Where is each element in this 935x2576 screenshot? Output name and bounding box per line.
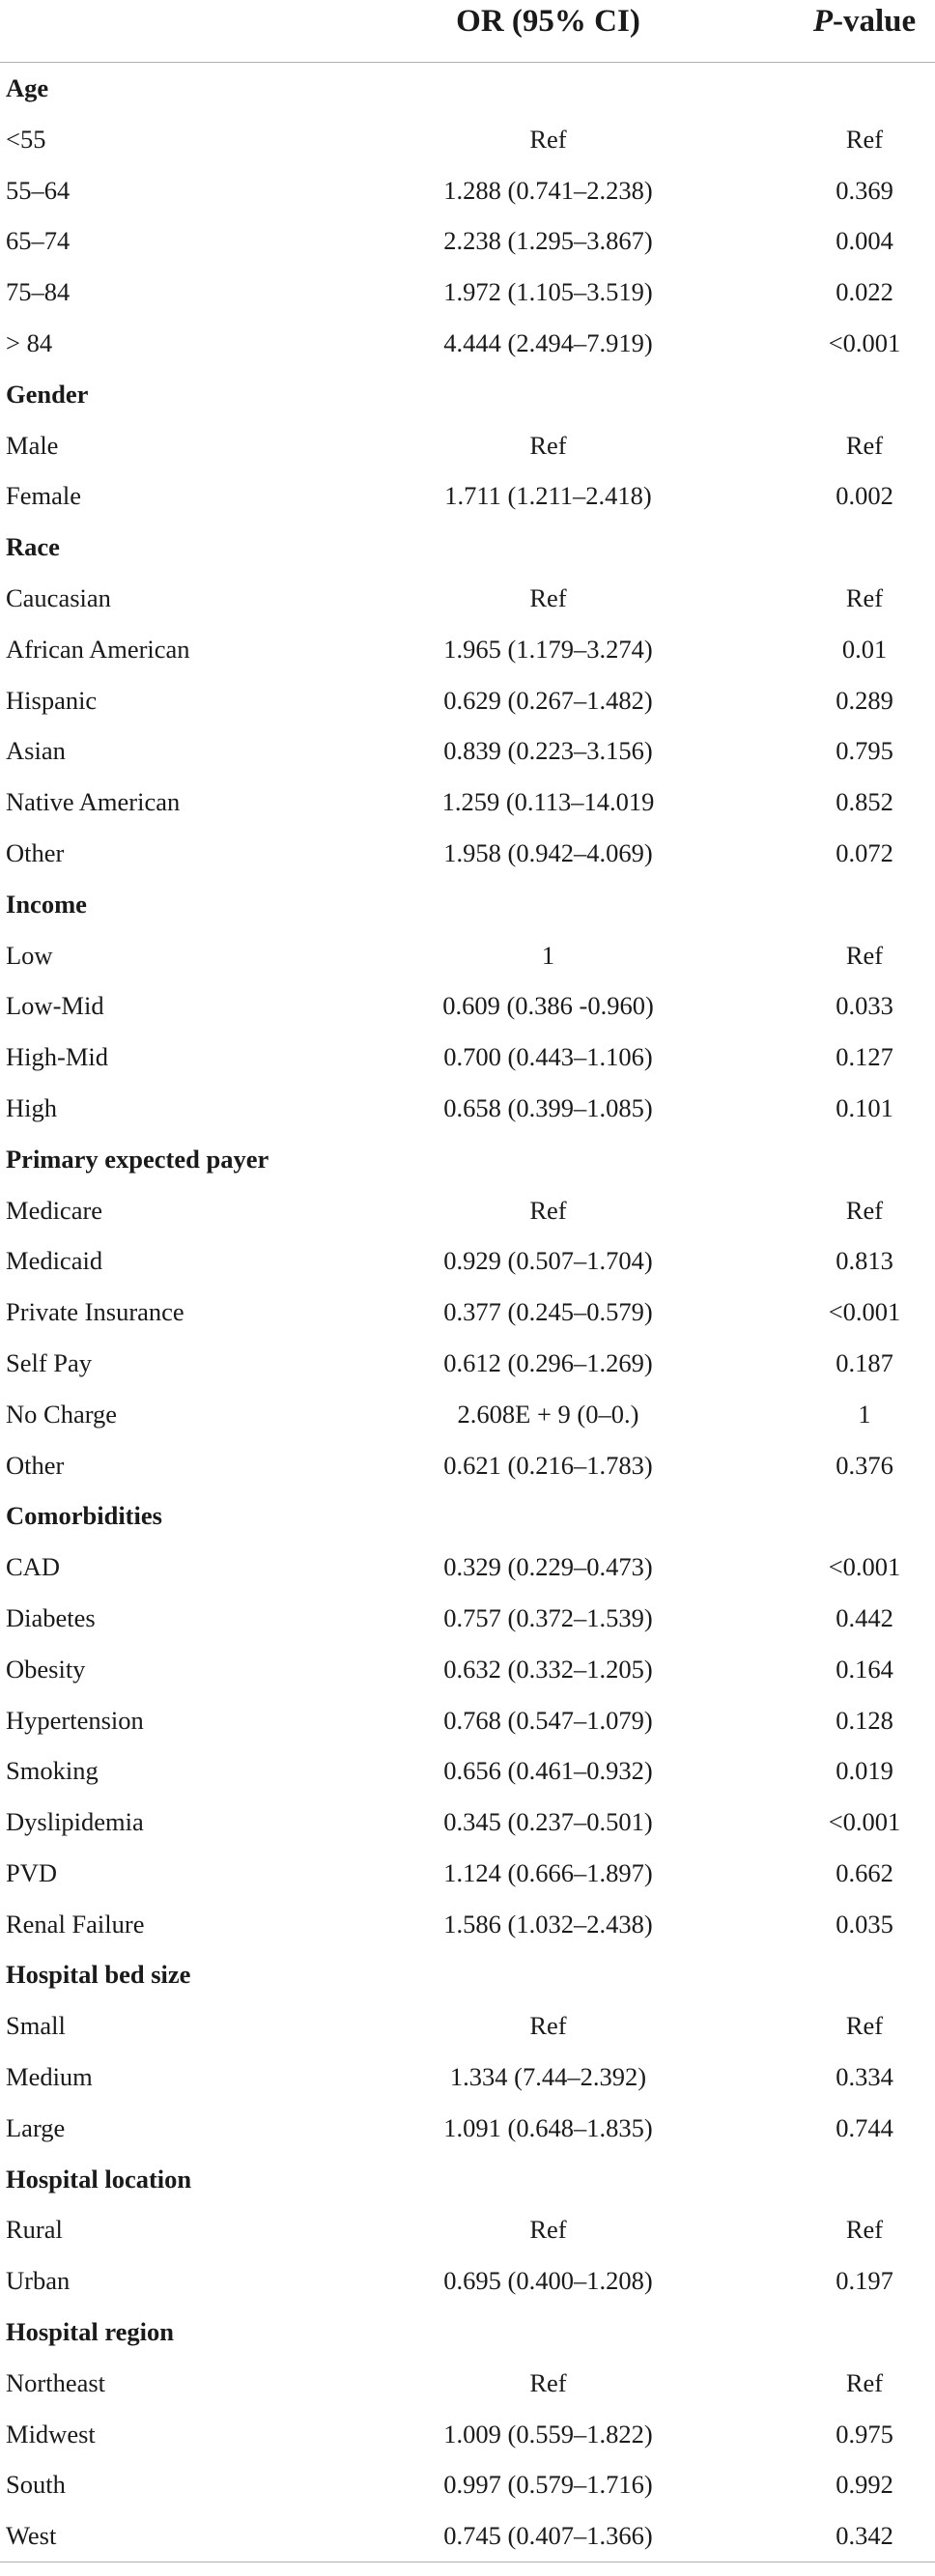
or-value: Ref bbox=[529, 582, 567, 612]
or-value: 0.656 (0.461–0.932) bbox=[443, 1756, 653, 1786]
p-value: 0.795 bbox=[836, 736, 893, 766]
p-value: <0.001 bbox=[828, 1297, 901, 1327]
or-value: 4.444 (2.494–7.919) bbox=[443, 327, 653, 357]
section-heading-row bbox=[0, 1949, 935, 2000]
table-row bbox=[0, 165, 935, 216]
p-value: 0.334 bbox=[836, 2062, 893, 2092]
row-label: High bbox=[6, 1092, 57, 1122]
table-row bbox=[0, 1389, 935, 1440]
section-heading-row bbox=[0, 522, 935, 573]
p-value: 0.376 bbox=[836, 1450, 893, 1480]
table-row bbox=[0, 1695, 935, 1746]
table-row bbox=[0, 2409, 935, 2460]
table-row bbox=[0, 1185, 935, 1236]
row-label: Native American bbox=[6, 787, 181, 817]
row-label: African American bbox=[6, 634, 190, 664]
p-value: Ref bbox=[845, 940, 884, 970]
or-value: 1.259 (0.113–14.019 bbox=[441, 787, 655, 817]
header-p-value bbox=[797, 0, 932, 42]
section-heading: Comorbidities bbox=[6, 1501, 162, 1531]
or-value: Ref bbox=[529, 124, 567, 154]
p-value: 0.072 bbox=[836, 837, 893, 867]
p-value: 0.197 bbox=[836, 2266, 893, 2296]
or-value: 0.612 (0.296–1.269) bbox=[443, 1347, 653, 1377]
table-row bbox=[0, 1032, 935, 1083]
table-row bbox=[0, 1745, 935, 1797]
p-value: Ref bbox=[845, 124, 884, 154]
p-value: 0.992 bbox=[836, 2470, 893, 2500]
p-value: 1 bbox=[858, 1399, 871, 1429]
row-label: South bbox=[6, 2470, 66, 2500]
table-row bbox=[0, 2459, 935, 2510]
or-value: 0.929 (0.507–1.704) bbox=[443, 1246, 653, 1276]
table-row bbox=[0, 2510, 935, 2562]
or-value: 2.238 (1.295–3.867) bbox=[443, 226, 653, 256]
row-label: High-Mid bbox=[6, 1042, 108, 1072]
row-label: Renal Failure bbox=[6, 1909, 145, 1939]
section-heading-row bbox=[0, 2154, 935, 2205]
row-label: > 84 bbox=[6, 327, 53, 357]
section-heading: Hospital location bbox=[6, 2164, 192, 2194]
table-row bbox=[0, 2052, 935, 2103]
p-value: Ref bbox=[845, 582, 884, 612]
row-label: Medicaid bbox=[6, 1246, 103, 1276]
or-value: 0.768 (0.547–1.079) bbox=[443, 1705, 653, 1735]
p-value: 0.813 bbox=[836, 1246, 893, 1276]
section-heading: Income bbox=[6, 889, 87, 919]
p-value: 0.744 bbox=[836, 2112, 893, 2142]
or-value: 1.958 (0.942–4.069) bbox=[443, 837, 653, 867]
or-value: 1.091 (0.648–1.835) bbox=[443, 2112, 653, 2142]
or-value: 1.972 (1.105–3.519) bbox=[443, 277, 653, 307]
row-label: Hypertension bbox=[6, 1705, 144, 1735]
table-body bbox=[0, 63, 935, 2562]
p-value: <0.001 bbox=[828, 1552, 901, 1582]
table-row bbox=[0, 1440, 935, 1491]
table-row bbox=[0, 1797, 935, 1848]
or-value: 0.345 (0.237–0.501) bbox=[443, 1807, 653, 1837]
row-label: Self Pay bbox=[6, 1347, 93, 1377]
or-value: Ref bbox=[529, 430, 567, 460]
p-value: Ref bbox=[845, 2367, 884, 2397]
row-label: PVD bbox=[6, 1857, 58, 1887]
header-p-rest: -value bbox=[833, 4, 917, 39]
section-heading-row bbox=[0, 879, 935, 930]
or-value: 0.621 (0.216–1.783) bbox=[443, 1450, 653, 1480]
row-label: 65–74 bbox=[6, 226, 71, 256]
p-value: 0.004 bbox=[836, 226, 893, 256]
table-row bbox=[0, 2000, 935, 2052]
section-heading: Gender bbox=[6, 379, 89, 409]
p-value: 0.01 bbox=[841, 634, 888, 664]
row-label: Northeast bbox=[6, 2367, 106, 2397]
row-label: West bbox=[6, 2521, 57, 2551]
table-row bbox=[0, 980, 935, 1032]
or-value: 0.609 (0.386 -0.960) bbox=[442, 991, 654, 1021]
header-or: OR (95% CI) bbox=[456, 4, 640, 39]
p-value: Ref bbox=[845, 2011, 884, 2041]
table-row bbox=[0, 420, 935, 471]
p-value: Ref bbox=[845, 430, 884, 460]
row-label: Medicare bbox=[6, 1195, 103, 1225]
or-value: 1.124 (0.666–1.897) bbox=[443, 1857, 653, 1887]
table-row bbox=[0, 1542, 935, 1593]
or-value: 1.288 (0.741–2.238) bbox=[443, 175, 653, 205]
or-value: 1 bbox=[541, 940, 555, 970]
or-value: 0.745 (0.407–1.366) bbox=[443, 2521, 653, 2551]
section-heading-row bbox=[0, 63, 935, 114]
row-label: Other bbox=[6, 1450, 65, 1480]
table-row bbox=[0, 1899, 935, 1950]
or-value: 0.997 (0.579–1.716) bbox=[443, 2470, 653, 2500]
table-row bbox=[0, 828, 935, 879]
p-value: 0.019 bbox=[836, 1756, 893, 1786]
p-value: 0.662 bbox=[836, 1857, 893, 1887]
row-label: <55 bbox=[6, 124, 46, 154]
section-heading-row bbox=[0, 369, 935, 420]
row-label: Private Insurance bbox=[6, 1297, 184, 1327]
p-value: Ref bbox=[845, 1195, 884, 1225]
section-heading-row bbox=[0, 2307, 935, 2358]
table-row bbox=[0, 1287, 935, 1338]
section-heading-row bbox=[0, 1490, 935, 1542]
p-value: 0.127 bbox=[836, 1042, 893, 1072]
row-label: Low bbox=[6, 940, 53, 970]
table-row bbox=[0, 2103, 935, 2154]
p-value: Ref bbox=[845, 2215, 884, 2245]
row-label: CAD bbox=[6, 1552, 60, 1582]
p-value: 0.369 bbox=[836, 175, 893, 205]
table-row bbox=[0, 725, 935, 777]
table-header bbox=[0, 0, 935, 63]
table-row bbox=[0, 318, 935, 369]
or-value: Ref bbox=[529, 2367, 567, 2397]
table-row bbox=[0, 624, 935, 675]
or-value: 1.711 (1.211–2.418) bbox=[444, 481, 652, 511]
row-label: 55–64 bbox=[6, 175, 71, 205]
p-value: 0.289 bbox=[836, 685, 893, 715]
or-value: 1.009 (0.559–1.822) bbox=[443, 2419, 653, 2449]
row-label: Male bbox=[6, 430, 59, 460]
section-heading: Hospital region bbox=[6, 2317, 174, 2347]
table-row bbox=[0, 2358, 935, 2409]
p-value: <0.001 bbox=[828, 327, 901, 357]
p-value: 0.033 bbox=[836, 991, 893, 1021]
row-label: Medium bbox=[6, 2062, 93, 2092]
row-label: Dyslipidemia bbox=[6, 1807, 144, 1837]
header-p-italic: P bbox=[812, 4, 833, 39]
row-label: Diabetes bbox=[6, 1602, 96, 1632]
or-value: Ref bbox=[529, 2011, 567, 2041]
or-value: 1.334 (7.44–2.392) bbox=[449, 2062, 647, 2092]
p-value: 0.022 bbox=[836, 277, 893, 307]
row-label: Smoking bbox=[6, 1756, 99, 1786]
table-row bbox=[0, 675, 935, 726]
table-row bbox=[0, 1235, 935, 1287]
p-value: 0.442 bbox=[836, 1602, 893, 1632]
p-value: 0.852 bbox=[836, 787, 893, 817]
p-value: 0.187 bbox=[836, 1347, 893, 1377]
row-label: Caucasian bbox=[6, 582, 111, 612]
or-value: 0.700 (0.443–1.106) bbox=[443, 1042, 653, 1072]
table-row bbox=[0, 1644, 935, 1695]
row-label: Midwest bbox=[6, 2419, 96, 2449]
row-label: No Charge bbox=[6, 1399, 118, 1429]
or-value: Ref bbox=[529, 1195, 567, 1225]
or-value: Ref bbox=[529, 2215, 567, 2245]
or-value: 1.586 (1.032–2.438) bbox=[443, 1909, 653, 1939]
row-label: 75–84 bbox=[6, 277, 71, 307]
table-row bbox=[0, 114, 935, 165]
p-value: <0.001 bbox=[828, 1807, 901, 1837]
or-value: 0.629 (0.267–1.482) bbox=[443, 685, 653, 715]
or-value: 0.632 (0.332–1.205) bbox=[443, 1654, 653, 1684]
section-heading-row bbox=[0, 1134, 935, 1185]
or-value: 0.839 (0.223–3.156) bbox=[443, 736, 653, 766]
row-label: Asian bbox=[6, 736, 66, 766]
or-value: 2.608E + 9 (0–0.) bbox=[457, 1399, 639, 1429]
row-label: Female bbox=[6, 481, 81, 511]
p-value: 0.002 bbox=[836, 481, 893, 511]
or-value: 1.965 (1.179–3.274) bbox=[443, 634, 653, 664]
table-row bbox=[0, 2255, 935, 2307]
or-value: 0.695 (0.400–1.208) bbox=[443, 2266, 653, 2296]
or-value: 0.658 (0.399–1.085) bbox=[443, 1092, 653, 1122]
table-row bbox=[0, 1848, 935, 1899]
p-value: 0.164 bbox=[836, 1654, 893, 1684]
section-heading: Primary expected payer bbox=[6, 1144, 269, 1174]
row-label: Obesity bbox=[6, 1654, 86, 1684]
table-row bbox=[0, 1338, 935, 1389]
table-row bbox=[0, 930, 935, 981]
table-row bbox=[0, 2204, 935, 2255]
or-value: 0.757 (0.372–1.539) bbox=[443, 1602, 653, 1632]
row-label: Other bbox=[6, 837, 65, 867]
table-row bbox=[0, 777, 935, 828]
table-row bbox=[0, 215, 935, 267]
or-value: 0.377 (0.245–0.579) bbox=[443, 1297, 653, 1327]
table-row bbox=[0, 573, 935, 624]
table-row bbox=[0, 1083, 935, 1134]
p-value: 0.035 bbox=[836, 1909, 893, 1939]
p-value: 0.128 bbox=[836, 1705, 893, 1735]
table-row bbox=[0, 1593, 935, 1644]
table-row bbox=[0, 470, 935, 522]
table-row bbox=[0, 267, 935, 318]
row-label: Large bbox=[6, 2112, 66, 2142]
row-label: Small bbox=[6, 2011, 66, 2041]
p-value: 0.101 bbox=[836, 1092, 893, 1122]
row-label: Urban bbox=[6, 2266, 71, 2296]
row-label: Rural bbox=[6, 2215, 63, 2245]
row-label: Low-Mid bbox=[6, 991, 104, 1021]
section-heading: Race bbox=[6, 532, 60, 562]
p-value: 0.975 bbox=[836, 2419, 893, 2449]
section-heading: Age bbox=[6, 73, 49, 102]
section-heading: Hospital bed size bbox=[6, 1960, 191, 1990]
p-value: 0.342 bbox=[836, 2521, 893, 2551]
or-value: 0.329 (0.229–0.473) bbox=[443, 1552, 653, 1582]
row-label: Hispanic bbox=[6, 685, 98, 715]
